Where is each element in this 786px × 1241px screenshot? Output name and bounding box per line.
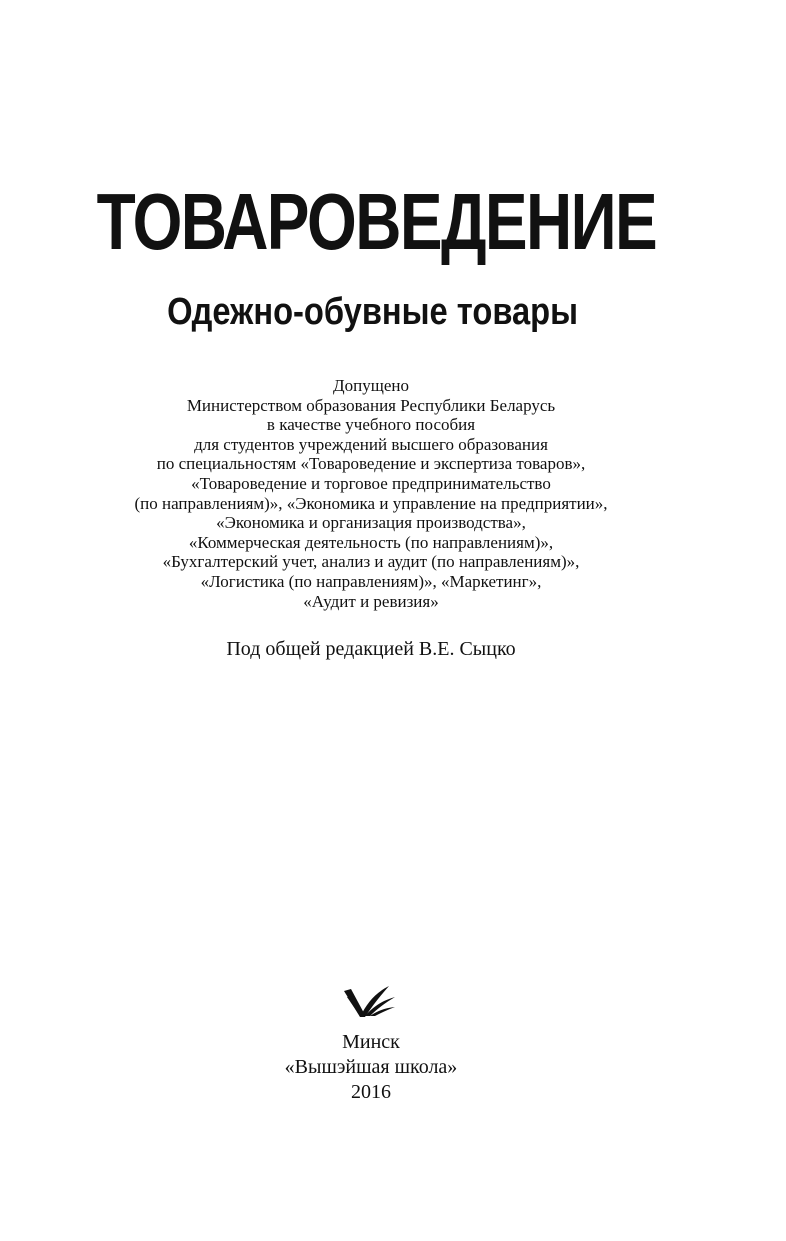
imprint-city: Минск (342, 1031, 400, 1053)
approval-line: по специальностям «Товароведение и экспертиза товаров», (156, 454, 586, 474)
approval-line: в качестве учебного пособия (266, 415, 476, 435)
approval-line: «Логистика (по направлениям)», «Маркетинг», (200, 571, 542, 591)
approval-line: «Товароведение и торговое предпринимательство (191, 473, 551, 493)
approval-statement (0, 376, 742, 611)
imprint (0, 1030, 742, 1105)
publisher-logo-icon (343, 985, 397, 1019)
approval-line: «Бухгалтерский учет, анализ и аудит (по направлениям)», (162, 552, 580, 572)
approval-line: для студентов учреждений высшего образования (194, 434, 548, 454)
approval-line: «Аудит и ревизия» (303, 591, 439, 611)
approval-line: Допущено (333, 376, 409, 395)
approval-line: Министерством образования Республики Беларусь (186, 395, 556, 415)
book-subtitle: Одежно-обувные товары (167, 291, 579, 333)
approval-line: (по направлениям)», «Экономика и управление на предприятии», (134, 493, 608, 513)
imprint-publisher: «Вышэйшая школа» (284, 1056, 458, 1078)
approval-line: «Коммерческая деятельность (по направлениям)», (188, 532, 554, 552)
editor-credit: Под общей редакцией В.Е. Сыцко (226, 638, 516, 660)
approval-line: «Экономика и организация производства», (216, 513, 526, 533)
book-title: ТОВАРОВЕДЕНИЕ (96, 177, 657, 266)
imprint-year: 2016 (351, 1081, 391, 1103)
